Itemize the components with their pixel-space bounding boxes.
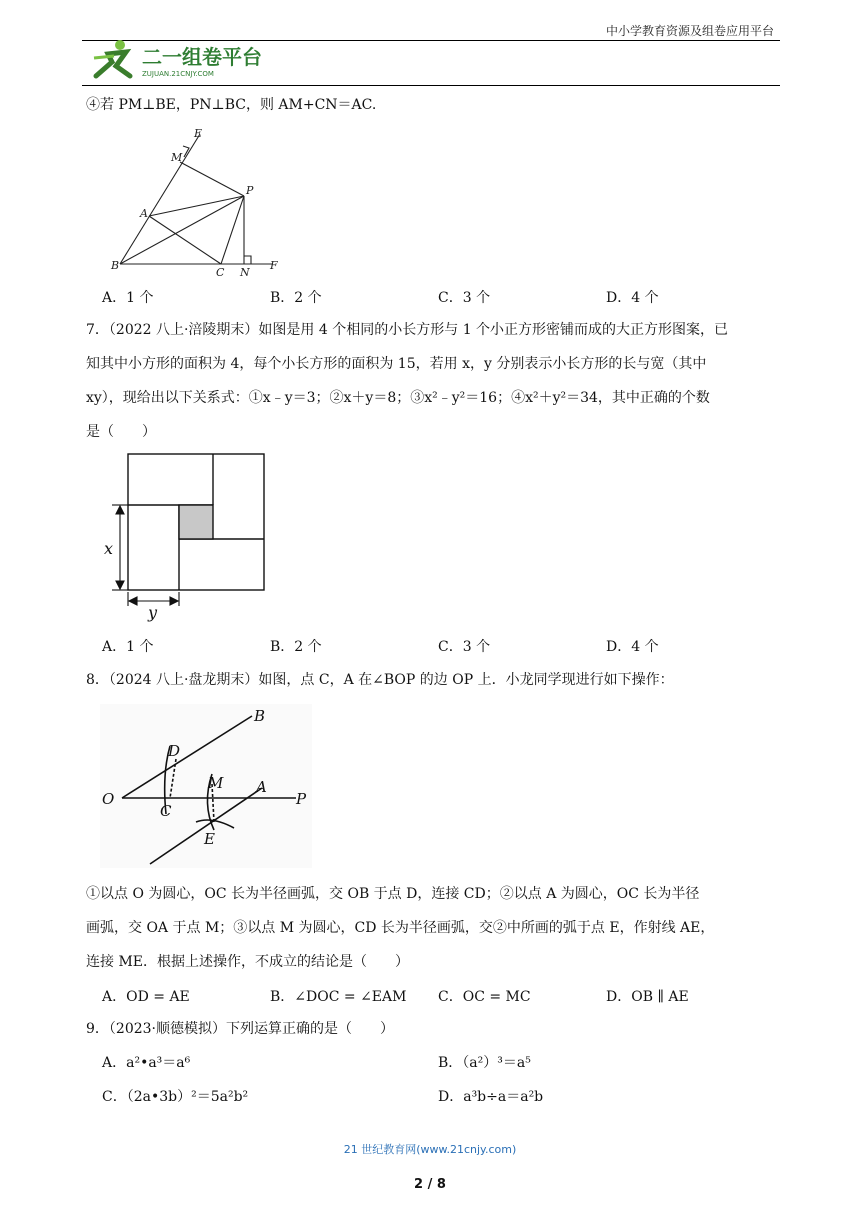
label-B: B [254,707,266,725]
label-x: x [104,539,114,558]
label-E: E [204,830,215,848]
q6-option-a: A．1 个 [102,290,154,306]
q7-stem-line3: xy），现给出以下关系式：①x﹣y＝3；②x＋y＝8；③x²﹣y²＝16；④x²＋y²＝34，其中正确的个数 [86,390,710,406]
label-P: P [246,184,254,197]
label-A: A [140,207,148,220]
label-O: O [102,790,115,808]
q7-option-d: D．4 个 [606,639,659,655]
q8-option-d: D．OB ∥ AE [606,989,689,1005]
header-divider-bottom [82,85,780,86]
q8-step-line3: 连接 ME．根据上述操作，不成立的结论是（ ） [86,954,410,970]
q9-stem: 9．（2023·顺德模拟）下列运算正确的是（ ） [86,1021,394,1037]
q6-figure [100,124,300,280]
label-A: A [256,778,267,796]
label-F: F [270,259,278,272]
q7-option-b: B．2 个 [270,639,322,655]
q9-option-c: C．（2a•3b）²＝5a²b² [102,1089,249,1105]
q7-stem-line4: 是（ ） [86,424,156,440]
q7-option-c: C．3 个 [438,639,491,655]
q6-option-d: D．4 个 [606,290,659,306]
q8-figure [100,704,312,868]
q7-figure [98,450,270,622]
label-C: C [160,802,172,820]
logo-subtext: ZUJUAN.21CNJY.COM [142,70,214,78]
q7-stem-line1: 7．（2022 八上·涪陵期末）如图是用 4 个相同的小长方形与 1 个小正方形密铺而成的大正方形图案，已 [86,322,729,338]
label-P: P [296,790,307,808]
q8-step-line1: ①以点 O 为圆心，OC 长为半径画弧，交 OB 于点 D，连接 CD；②以点 A 为圆心，OC 长为半径 [86,886,700,902]
q8-stem: 8．（2024 八上·盘龙期末）如图，点 C，A 在∠BOP 的边 OP 上．小龙同学现进行如下操作： [86,672,674,688]
label-D: D [168,742,181,760]
q8-option-a: A．OD = AE [102,989,190,1005]
logo-text: 二一组卷平台 [142,45,262,69]
label-B: B [111,259,120,272]
runner-icon [94,40,130,76]
small-square [179,505,213,539]
q9-option-d: D．a³b÷a＝a²b [438,1089,544,1105]
q6-statement-4: ④若 PM⊥BE，PN⊥BC，则 AM+CN＝AC. [86,97,377,113]
label-M: M [208,774,224,792]
label-C: C [216,266,225,279]
q7-option-a: A．1 个 [102,639,154,655]
q8-step-line2: 画弧，交 OA 于点 M；③以点 M 为圆心，CD 长为半径画弧，交②中所画的弧于点 E，作射线 AE， [86,920,715,936]
q9-option-a: A．a²•a³＝a⁶ [102,1055,191,1071]
q7-stem-line2: 知其中小方形的面积为 4，每个小长方形的面积为 15，若用 x，y 分别表示小长方形的长与宽（其中 [86,356,707,372]
site-logo [86,36,276,82]
q6-option-c: C．3 个 [438,290,491,306]
label-N: N [240,266,250,279]
q8-option-b: B．∠DOC = ∠EAM [270,989,407,1005]
q8-option-c: C．OC = MC [438,989,531,1005]
q6-option-b: B．2 个 [270,290,322,306]
page-number: 2 / 8 [414,1177,446,1192]
q9-option-b: B．（a²）³＝a⁵ [438,1055,531,1071]
site-name: 中小学教育资源及组卷应用平台 [605,24,774,38]
footer-source-link[interactable]: 21 世纪教育网(www.21cnjy.com) [343,1143,517,1156]
label-E: E [194,127,203,140]
label-M: M [171,151,183,164]
label-y: y [148,603,158,622]
